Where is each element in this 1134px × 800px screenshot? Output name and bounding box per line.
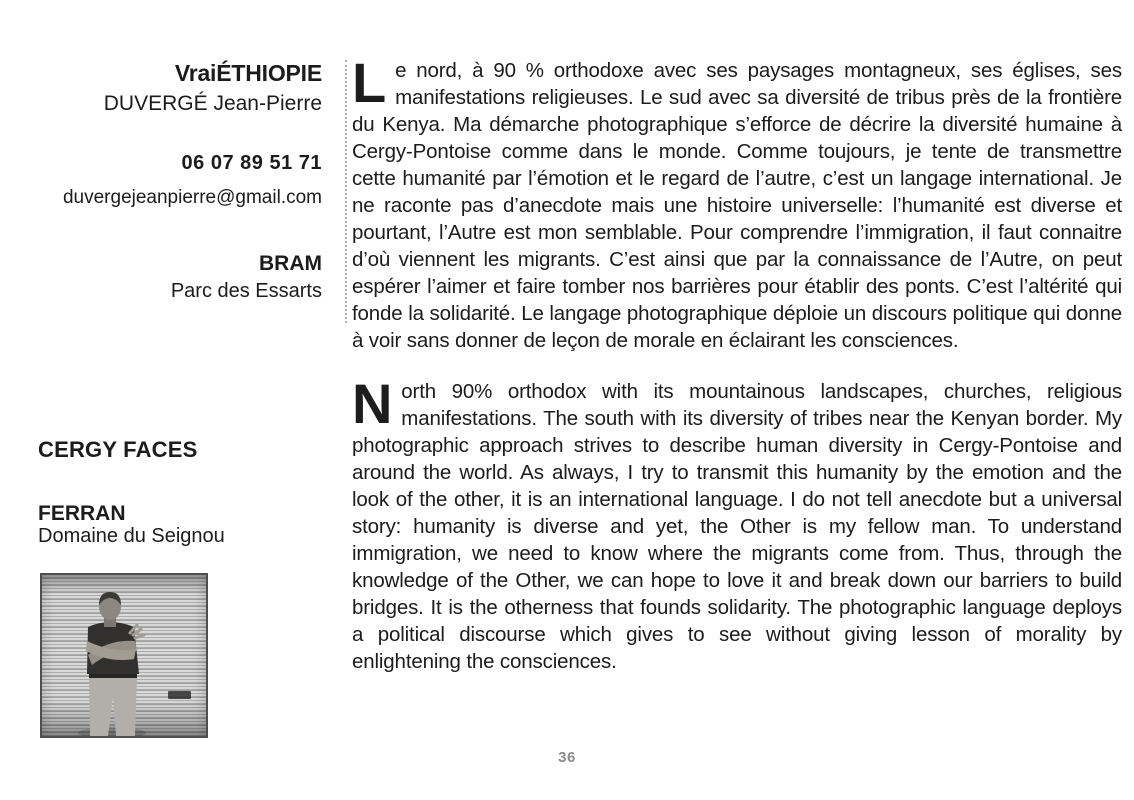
- exhibitor-contact-block: [0, 60, 322, 303]
- paragraph-english-text: orth 90% orthodox with its mountainous landscapes, churches, religious manifestations. The south with its diversity of tribes near the Kenyan border. My photographic approach strives to describe human diversity in Cergy-Pontoise and around the world. As always, I try to transmit this humanity by the emotion and the look of the other, it is an international language. I do not tell anecdote but a universal story: humanity is diverse and yet, the Other is my fellow man. To understand immigration, we need to know where the migrants come from. Thus, through the knowledge of the Other, we can hope to love it and break down our barriers to build bridges. It is the otherness that founds solidarity. The photographic language deploys a political discourse which gives to see without giving lesson of morality by enlightening the consciences.: [352, 380, 1122, 673]
- portrait-figure-illustration: [42, 575, 206, 736]
- photographer-name: DUVERGÉ Jean-Pierre: [103, 92, 322, 115]
- phone-number: 06 07 89 51 71: [181, 152, 322, 174]
- paragraph-french-text: e nord, à 90 % orthodoxe avec ses paysages montagneux, ses églises, ses manifestations religieuses. Le sud avec sa diversité de tribus près de la frontière du Kenya. Ma démarche photographique s’efforce de décrire la diversité humaine à Cergy-Pontoise comme dans le monde. Comme toujours, je tente de transmettre cette humanité par l’émotion et le regard de l’autre, c’est un langage international. Je ne raconte pas d’anecdote mais une histoire universelle: l’humanité est diverse et pourtant, l’Autre est mon semblable. Pour comprendre l’immigration, il faut connaitre d’où viennent les migrants. C’est ainsi que par la connaissance de l’Autre, on peut espérer l’aimer et faire tomber nos barrières pour établir des ponts. C’est l’altérité qui fonde la solidarité. Le langage photographique déploie un discours politique qui donne à voir sans donner de leçon de morale en éclairant les consciences.: [352, 59, 1122, 352]
- venue-location: Parc des Essarts: [170, 280, 322, 302]
- paragraph-english: [352, 372, 1122, 675]
- dropcap-n: N: [352, 372, 393, 435]
- series-venue-name: FERRAN: [38, 502, 126, 525]
- series-block: [38, 437, 318, 548]
- venue-name: BRAM: [259, 252, 322, 275]
- paragraph-french: [352, 51, 1122, 354]
- email-address: duvergejeanpierre@gmail.com: [62, 187, 322, 208]
- dropcap-l: L: [352, 51, 387, 114]
- exhibition-title: VraiÉTHIOPIE: [174, 60, 322, 86]
- series-title: CERGY FACES: [38, 437, 198, 462]
- series-venue-location: Domaine du Seignou: [38, 525, 225, 547]
- main-text-column: [352, 51, 1122, 675]
- dotted-divider: [345, 60, 347, 323]
- page-number: 36: [558, 749, 576, 766]
- portrait-photo: [40, 573, 208, 738]
